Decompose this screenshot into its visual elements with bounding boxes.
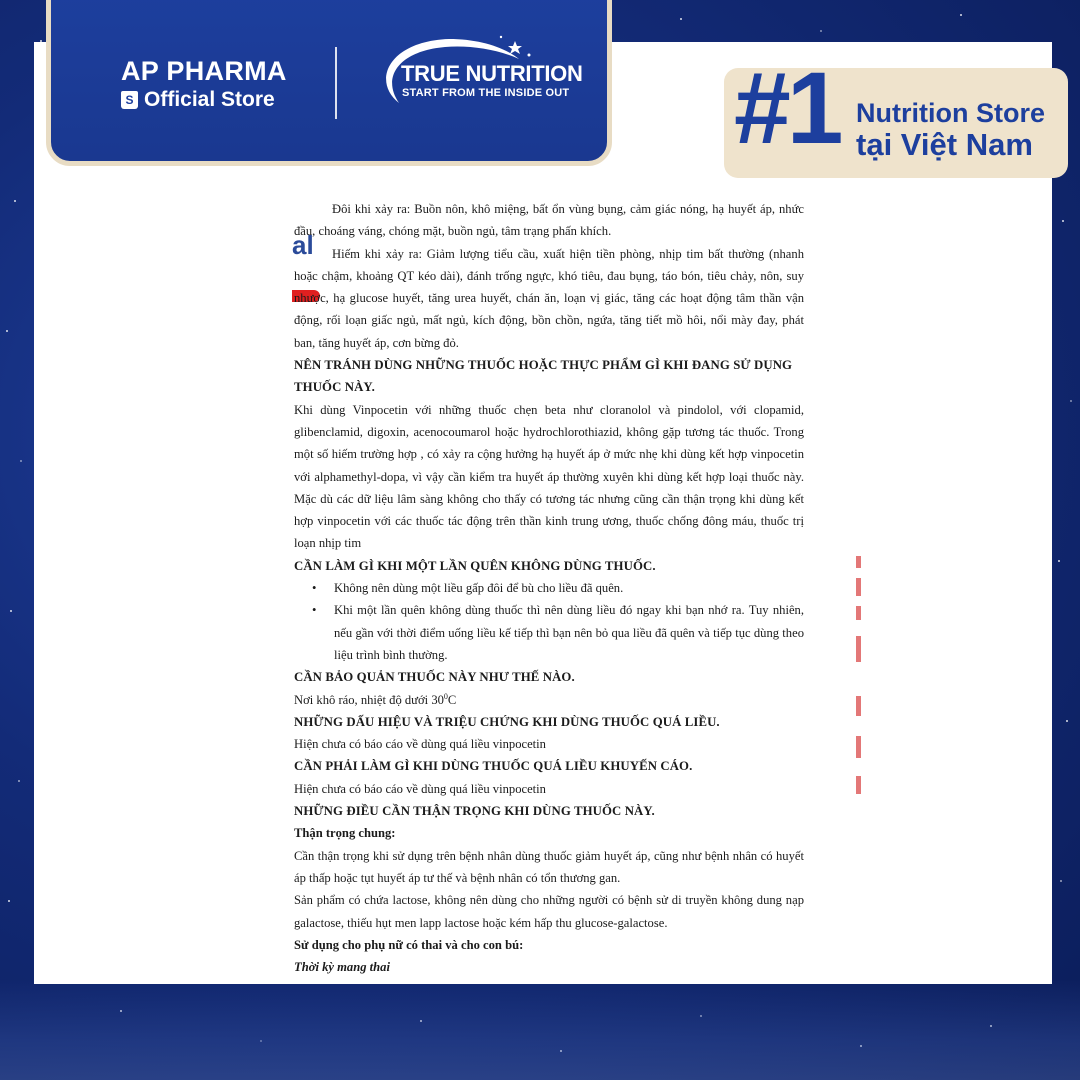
storage-unit: C (447, 692, 457, 707)
leaflet-text (294, 198, 804, 978)
rank-number: #1 (734, 51, 840, 165)
caution-paragraph-2: Sản phẩm có chứa lactose, không nên dùng cho những người có bệnh sử di truyền không dung nạp galactose, thiếu hụt men lapp lactose hoặc kém hấp thu glucose-galactose. (294, 893, 804, 930)
header-divider (335, 47, 337, 119)
heading-overdose-signs: NHỮNG DẤU HIỆU VÀ TRIỆU CHỨNG KHI DÙNG THUỐC QUÁ LIỀU. (294, 714, 720, 729)
storage-text: Nơi khô ráo, nhiệt độ dưới 30 (294, 692, 444, 707)
list-item: • Không nên dùng một liều gấp đôi để bù cho liều đã quên. (334, 577, 804, 599)
partner-tagline: START FROM THE INSIDE OUT (402, 87, 570, 99)
heading-missed-dose: CẦN LÀM GÌ KHI MỘT LẦN QUÊN KHÔNG DÙNG THUỐC. (294, 558, 656, 573)
side-effects-rare: Hiếm khi xảy ra: Giảm lượng tiểu cầu, xuất hiện tiền phòng, nhịp tim bất thường (nhanh hoặc chậm, khoảng QT kéo dài), đánh trống ngực, khó tiêu, đau bụng, táo bón, tiêu chảy, nôn, suy nhược, hạ glucose huyết, tăng urea huyết, chán ăn, loạn vị giác, tăng các hoạt động tâm thần vận động, rối loạn giấc ngủ, mất ngủ, kích động, bồn chồn, ngứa, tăng tiết mồ hôi, nổi mày đay, phát ban, tăng huyết áp, cơn bừng đỏ. (294, 246, 804, 350)
official-store-label (121, 87, 287, 113)
overdose-action-paragraph: Hiện chưa có báo cáo về dùng quá liều vinpocetin (294, 781, 546, 796)
true-nutrition-logo (369, 33, 583, 123)
heading-overdose-action: CẦN PHẢI LÀM GÌ KHI DÙNG THUỐC QUÁ LIỀU KHUYẾN CÁO. (294, 759, 693, 774)
pregnancy-subheading: Sử dụng cho phụ nữ có thai và cho con bú: (294, 937, 524, 952)
heading-caution: NHỮNG ĐIỀU CẦN THẬN TRỌNG KHI DÙNG THUỐC NÀY. (294, 804, 655, 819)
shopping-bag-icon (121, 91, 138, 109)
side-effects-sometimes: Đôi khi xảy ra: Buồn nôn, khô miệng, bất ổn vùng bụng, cảm giác nóng, hạ huyết áp, nhức đầu, choáng váng, chóng mặt, buồn ngủ, tâm trạng phấn khích. (294, 202, 804, 239)
header-panel (46, 0, 612, 166)
brand-name: AP PHARMA (121, 56, 287, 86)
caution-subheading: Thận trọng chung: (294, 826, 396, 841)
badge-line-2: tại Việt Nam (856, 127, 1033, 162)
stray-text-fragment: al (292, 230, 314, 260)
badge-line-1: Nutrition Store (856, 98, 1045, 128)
storage-paragraph (294, 689, 804, 711)
missed-dose-list (294, 577, 804, 666)
list-item: • Khi một lần quên không dùng thuốc thì nên dùng liều đó ngay khi bạn nhớ ra. Tuy nhiên, nếu gần với thời điểm uống liều kế tiếp thì bạn nên bỏ qua liều đã quên và tiếp tục dùng theo liệu trình bình thường. (334, 599, 804, 666)
caution-paragraph-1: Cần thận trọng khi sử dụng trên bệnh nhân dùng thuốc giảm huyết áp, cũng như bệnh nhân có huyết áp thấp hoặc tụt huyết áp tư thế và bệnh nhân có tổn thương gan. (294, 848, 804, 885)
pregnancy-period-label: Thời kỳ mang thai (294, 960, 390, 975)
official-store-text: Official Store (144, 88, 275, 111)
partner-title: TRUE NUTRITION (401, 61, 583, 86)
avoid-paragraph: Khi dùng Vinpocetin với những thuốc chẹn beta như cloranolol và pindolol, với clopamid, glibenclamid, digoxin, acenocoumarol hoặc hydrochlorothiazid, không gặp tương tác thuốc. Trong một số hiếm trường hợp , có xảy ra cộng hưởng hạ huyết áp ở mức nhẹ khi dùng kết hợp vinpocetin với alphamethyl-dopa, vì vậy cần kiểm tra huyết áp thường xuyên khi dùng kết hợp loại thuốc này. Mặc dù các dữ liệu lâm sàng không cho thấy có tương tác nhưng cũng cần thận trọng khi dùng kết hợp vinpocetin với các thuốc tác động trên thần kinh trung ương, thuốc chống đông máu, thuốc trị loạn nhịp tim (294, 402, 804, 551)
storage-degree: 0 (443, 691, 448, 701)
bottom-glow (0, 980, 1080, 1080)
overdose-signs-paragraph: Hiện chưa có báo cáo về dùng quá liều vinpocetin (294, 737, 546, 752)
heading-avoid: NÊN TRÁNH DÙNG NHỮNG THUỐC HOẶC THỰC PHẨM GÌ KHI ĐANG SỬ DỤNG THUỐC NÀY. (294, 358, 793, 395)
red-stamp-marks (852, 556, 866, 806)
heading-storage: CẦN BẢO QUẢN THUỐC NÀY NHƯ THẾ NÀO. (294, 670, 575, 685)
brand-block (121, 57, 287, 113)
